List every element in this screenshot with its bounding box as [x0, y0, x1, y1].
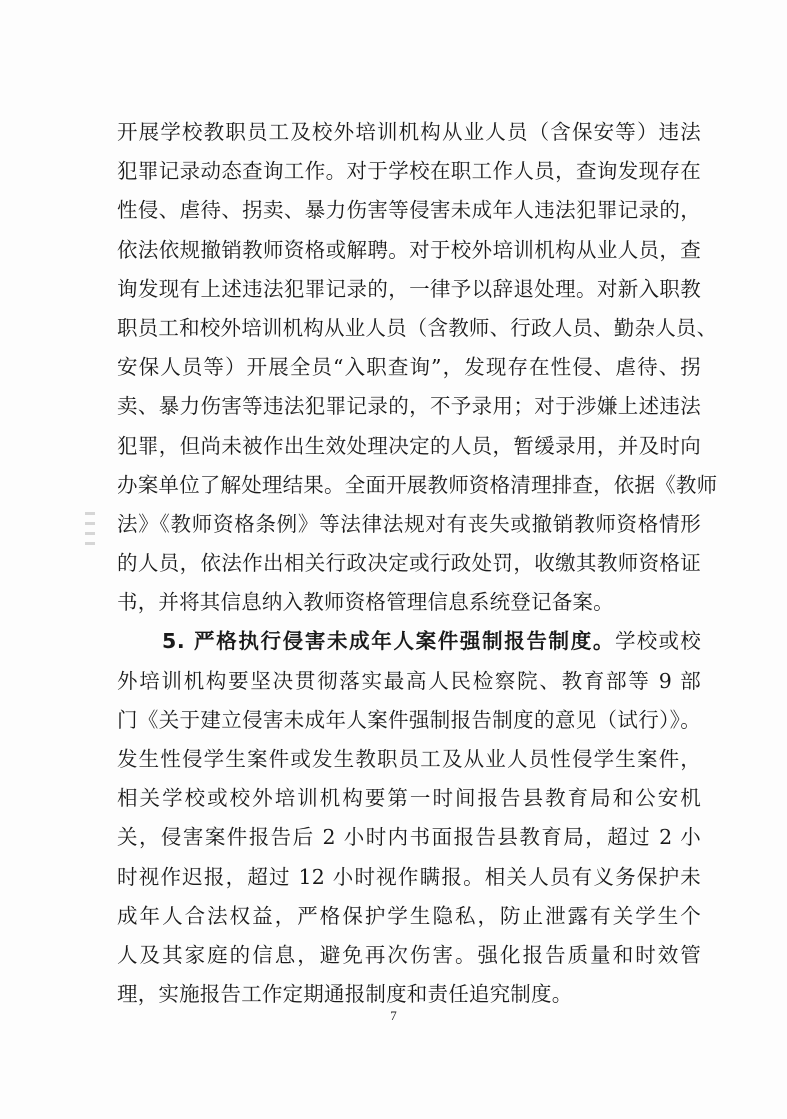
paragraph-line: 安保人员等）开展全员“入职查询”，发现存在性侵、虐待、拐 — [117, 355, 701, 380]
section-5-heading: 5. 严格执行侵害未成年人案件强制报告制度。 — [162, 629, 616, 654]
paragraph-line: 书，并将其信息纳入教师资格管理信息系统登记备案。 — [117, 590, 614, 615]
section-5-first-line — [117, 622, 701, 661]
paragraph-line: 时视作迟报，超过 12 小时视作瞒报。相关人员有义务保护未 — [117, 864, 701, 889]
paragraph-line: 法》《教师资格条例》等法律法规对有丧失或撤销教师资格情形 — [117, 511, 701, 536]
paragraph-line: 理，实施报告工作定期通报制度和责任追究制度。 — [117, 982, 573, 1007]
paragraph-line: 开展学校教职员工及校外培训机构从业人员（含保安等）违法 — [117, 120, 701, 144]
page-number: 7 — [390, 1008, 397, 1023]
body-text — [117, 113, 718, 1014]
section-5-first-line-text: 学校或校 — [615, 629, 701, 654]
paragraph-line: 犯罪，但尚未被作出生效处理决定的人员，暂缓录用，并及时向 — [117, 433, 701, 458]
paragraph-line: 发生性侵学生案件或发生教职员工及从业人员性侵学生案件， — [117, 747, 701, 771]
paragraph-line: 卖、暴力伤害等违法犯罪记录的，不予录用；对于涉嫌上述违法 — [117, 394, 701, 419]
paragraph-line: 的人员，依法作出相关行政决定或行政处罚，收缴其教师资格证 — [117, 551, 701, 576]
paragraph-line: 门《关于建立侵害未成年人案件强制报告制度的意见（试行）》。 — [117, 707, 701, 732]
paragraph-line: 相关学校或校外培训机构要第一时间报告县教育局和公安机 — [117, 786, 701, 811]
paragraph-line: 关，侵害案件报告后 2 小时内书面报告县教育局，超过 2 小 — [117, 825, 701, 850]
paragraph-line: 办案单位了解处理结果。全面开展教师资格清理排查，依据《教师 — [117, 472, 718, 497]
paragraph-line: 性侵、虐待、拐卖、暴力伤害等侵害未成年人违法犯罪记录的， — [117, 198, 701, 223]
paragraph-line: 职员工和校外培训机构从业人员（含教师、行政人员、勤杂人员、 — [117, 315, 718, 340]
paragraph-line: 人及其家庭的信息，避免再次伤害。强化报告质量和时效管 — [117, 942, 701, 967]
paragraph-line: 询发现有上述违法犯罪记录的，一律予以辞退处理。对新入职教 — [117, 276, 701, 301]
paragraph-line: 外培训机构要坚决贯彻落实最高人民检察院、教育部等 9 部 — [117, 668, 701, 693]
paragraph-line: 犯罪记录动态查询工作。对于学校在职工作人员，查询发现存在 — [117, 159, 701, 184]
paragraph-line: 成年人合法权益，严格保护学生隐私，防止泄露有关学生个 — [117, 903, 701, 928]
margin-scan-marks — [83, 505, 97, 565]
paragraph-line: 依法依规撤销教师资格或解聘。对于校外培训机构从业人员，查 — [117, 237, 701, 262]
